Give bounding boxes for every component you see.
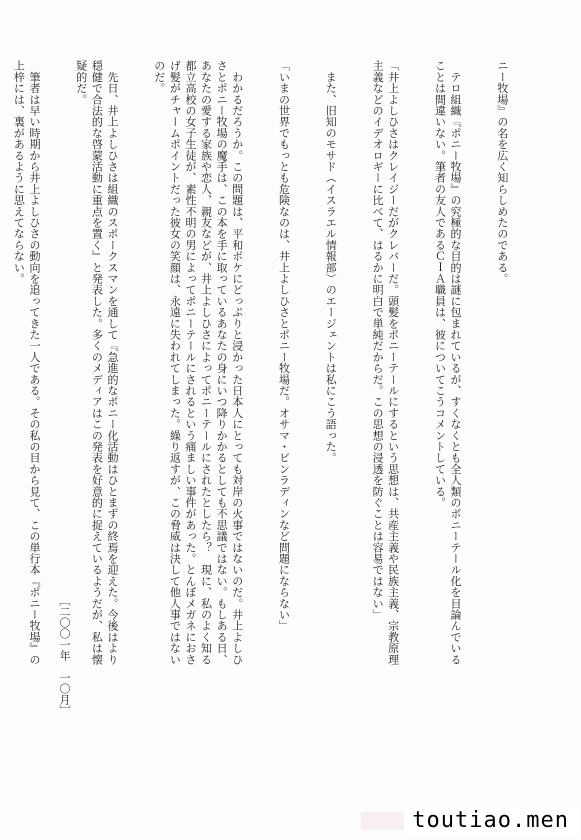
paragraph: 「井上よしひさはクレイジーだがクレバーだ。頭髪をポニーテールにするという思想は、共産主義や民族主義、宗教原理 主義などのイデオロギーに比べて、はるかに明白で単純だからだ。この思想の浸透を防ぐことは容易ではない」 [371, 60, 400, 665]
paragraph: テロ組織『ポニー牧場』の究極的な目的は謎に包まれているが、すくなくとも全人類のポニーテール化を目論んでいる ことは間違いない。筆者の友人であるＣＩＡ職員は、彼についてこうコメントしている。 [433, 60, 463, 665]
paragraph: 先日、井上よしひさは組織のスポークスマンを通して『急進的なポニー化活動はひとまずの終焉を迎えた。今後はより 穏健で合法的な啓蒙活動に重点を置く』と発表した。多くのメディアはこの発表を好意的に捉えているようだが、私は懐 疑的だ。 [74, 60, 119, 665]
paragraph: 「いまの世界でもっとも危険なのは、井上よしひさとポニー牧場だ。オサマ・ビンラディンなど問題にならない」 [277, 60, 291, 632]
watermark-text: toutiao.men [404, 806, 577, 836]
date-line: ［二〇〇一年 一〇月］ [58, 595, 71, 716]
body-text-column-block [0, 60, 541, 720]
paragraph: わかるだろうか。この問題は、平和ボケにどっぷりと浸かった日本人にとっても対岸の火事ではないのだ。井上よしひ さとポニー牧場の魔手は、この本を手に取っているあなたの身にいつ降りかかるとしても不思議ではない。もしある日、 あなたの愛する家族や恋人、親友などが、井上よしひさによってポニーテールにされたとしたら？ 現に、私のよく知る 都立高校の女子生徒が、素性不明の男によってポニーテールにされるという痛ましい事件があった。とんぼメガネにおさ げ髪がチャームポイントだった彼女の笑顔は、永遠に失われてしまった。繰り返すが、この脅威は決して他人事ではない のだ。 [152, 60, 244, 665]
paragraph: 筆者は早い時期から井上よしひさの動向を追ってきた一人である。その私の目から見て、この単行本『ポニー牧場』の 上梓には、裏があるように思えてならない。 [12, 60, 41, 665]
paragraph: ニー牧場』の名を広く知らしめたのである。 [495, 60, 509, 284]
paragraph: また、旧知のモサド（イスラエル情報部）のエージェントは私にこう語った。 [324, 60, 338, 464]
